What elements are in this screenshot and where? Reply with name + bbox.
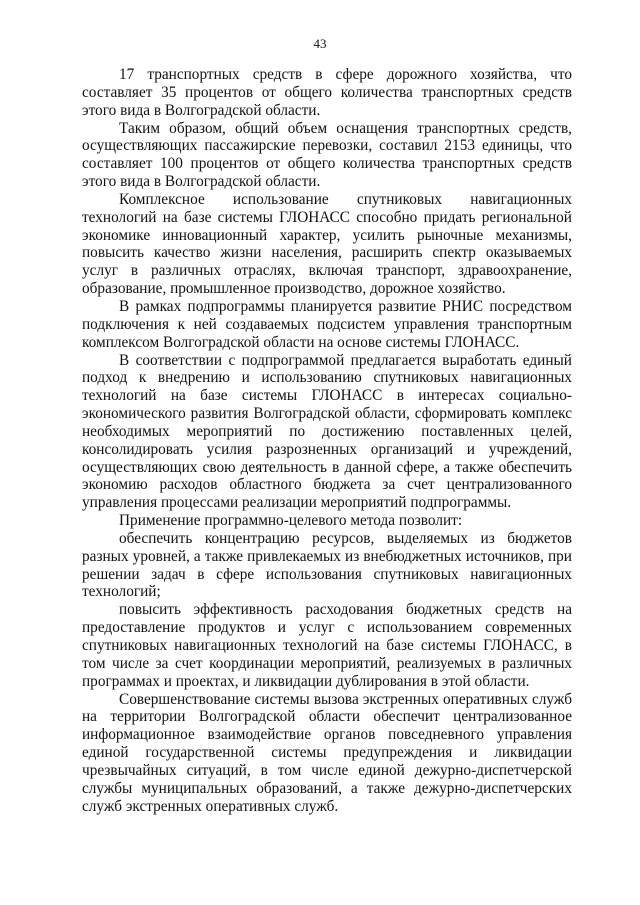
paragraph-total-equipment: Таким образом, общий объем оснащения транспортных средств, осуществляющих пассажирские перевозки, составил 2153 единицы, что составляет 100 процентов от общего количества транспортных средств этого вида в Волгоградской области. (82, 119, 572, 191)
paragraph-resource-concentration: обеспечить концентрацию ресурсов, выделяемых из бюджетов разных уровней, а также привлекаемых из внебюджетных источников, при решении задач в сфере использования спутниковых навигационных технологий; (82, 529, 572, 601)
paragraph-unified-approach: В соответствии с подпрограммой предлагается выработать единый подход к внедрению и использованию спутниковых навигационных технологий на базе системы ГЛОНАСС в интересах социально-экономического развития Волгоградской области, сформировать комплекс необходимых мероприятий по достижению поставленных целей, консолидировать усилия разрозненных организаций и учреждений, осуществляющих свою деятельность в данной сфере, а также обеспечить экономию расходов областного бюджета за счет централизованного управления процессами реализации мероприятий подпрограммы. (82, 351, 572, 512)
paragraph-vehicles-road-sector: 17 транспортных средств в сфере дорожного хозяйства, что составляет 35 процентов от общего количества транспортных средств этого вида в Волгоградской области. (82, 66, 572, 119)
paragraph-emergency-services: Совершенствование системы вызова экстренных оперативных служб на территории Волгоградской области обеспечит централизованное информационное взаимодействие органов повседневного управления единой государственной системы предупреждения и ликвидации чрезвычайных ситуаций, в том числе единой дежурно-диспетчерской службы муниципальных образований, а также дежурно-диспетчерских служб экстренных оперативных служб. (82, 690, 572, 815)
paragraph-rnis-development: В рамках подпрограммы планируется развитие РНИС посредством подключения к ней создаваемых подсистем управления транспортным комплексом Волгоградской области на основе системы ГЛОНАСС. (82, 297, 572, 351)
paragraph-glonass-economy: Комплексное использование спутниковых навигационных технологий на базе системы ГЛОНАСС способно придать региональной экономике инновационный характер, усилить рыночные механизмы, повысить качество жизни населения, расширить спектр оказываемых услуг в различных отраслях, включая транспорт, здравоохранение, образование, промышленное производство, дорожное хозяйство. (82, 190, 572, 298)
page-number: 43 (313, 36, 327, 51)
paragraph-budget-efficiency: повысить эффективность расходования бюджетных средств на предоставление продуктов и услуг с использованием современных спутниковых навигационных технологий на базе системы ГЛОНАСС, в том числе за счет координации мероприятий, реализуемых в различных программах и проектах, и ликвидации дублирования в этой области. (82, 601, 572, 690)
document-body (82, 66, 572, 815)
paragraph-program-method: Применение программно-целевого метода позволит: (119, 512, 463, 530)
